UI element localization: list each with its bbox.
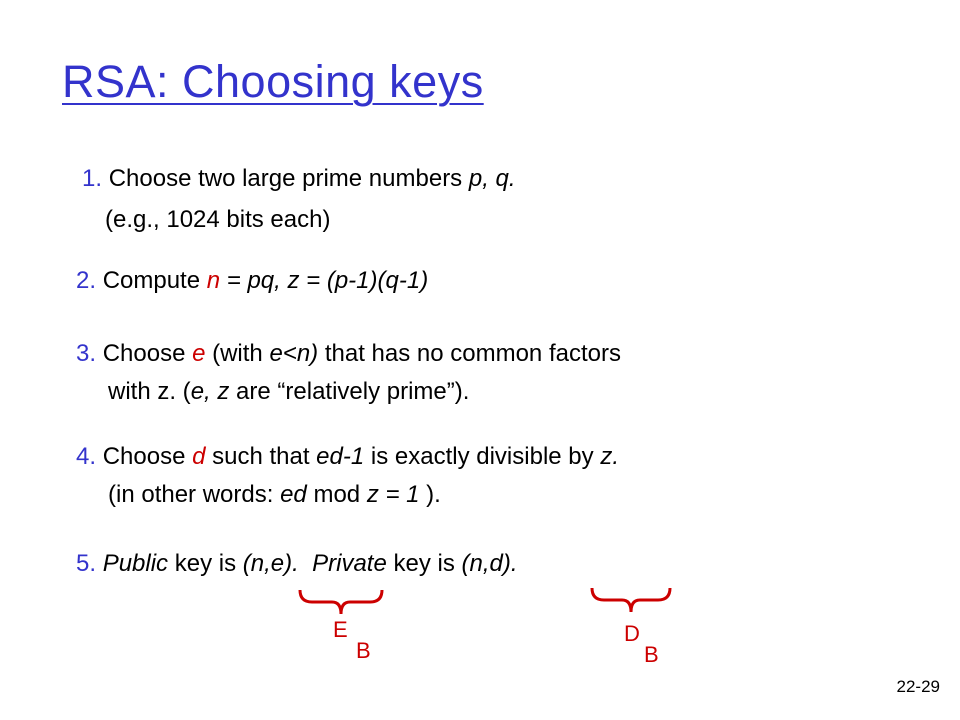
- step-3-text: Choose: [102, 340, 193, 367]
- step-1-text: Choose two large prime numbers: [108, 165, 469, 192]
- step-3-line-2a: with z. (: [108, 378, 191, 405]
- step-1-vars: p, q.: [468, 165, 516, 192]
- step-5-number: 5.: [76, 550, 97, 577]
- step-2-var-n: n: [206, 267, 221, 294]
- step-4-line-1: [76, 443, 619, 471]
- private-key-label: D: [624, 621, 640, 646]
- step-4-expression: ed-1: [316, 443, 365, 470]
- step-3-text-2: (with: [205, 340, 270, 367]
- step-4-line-2b: ed: [280, 481, 307, 508]
- step-1-line-2: (e.g., 1024 bits each): [105, 206, 331, 233]
- step-3-line-2c: are “relatively prime”).: [229, 378, 470, 405]
- private-key-label-subscript: B: [644, 642, 659, 667]
- step-5-public: Public: [102, 550, 169, 577]
- public-key-label-subscript: B: [356, 638, 371, 663]
- step-3-line-2: [108, 378, 469, 406]
- step-3-text-3: that has no common factors: [318, 340, 621, 367]
- step-2-line: [76, 267, 428, 295]
- step-4-text: Choose: [102, 443, 193, 470]
- step-4-line-2e: ).: [419, 481, 441, 508]
- step-2-text: Compute: [102, 267, 207, 294]
- step-3-line-2b: e, z: [190, 378, 230, 405]
- private-key-brace: [590, 586, 674, 616]
- public-key-label: E: [333, 617, 348, 642]
- step-4-line-2: [108, 481, 441, 509]
- step-5-private-key: (n,d).: [461, 550, 518, 577]
- step-4-var-z: z.: [600, 443, 619, 470]
- step-3-number: 3.: [76, 340, 97, 367]
- step-4-line-2c: mod: [306, 481, 367, 508]
- slide-number: 22-29: [896, 677, 940, 696]
- step-1-number: 1.: [82, 165, 103, 192]
- step-3-line-1: [76, 340, 621, 368]
- step-3-condition: e<n): [269, 340, 319, 367]
- step-3-var-e: e: [192, 340, 206, 367]
- step-4-text-2: such that: [205, 443, 317, 470]
- step-4-line-2a: (in other words:: [108, 481, 281, 508]
- step-2-equation: = pq, z = (p-1)(q-1): [220, 267, 429, 294]
- step-5-text-2: key is: [386, 550, 462, 577]
- step-5-text: key is: [168, 550, 243, 577]
- slide-title: RSA: Choosing keys: [62, 56, 484, 107]
- step-4-var-d: d: [192, 443, 206, 470]
- step-4-text-3: is exactly divisible by: [364, 443, 601, 470]
- step-4-number: 4.: [76, 443, 97, 470]
- step-2-number: 2.: [76, 267, 97, 294]
- step-5-private: Private: [312, 550, 387, 577]
- step-5-line: [76, 550, 518, 578]
- public-key-brace: [298, 588, 384, 618]
- step-1-line-1: [82, 165, 516, 193]
- step-5-public-key: (n,e).: [242, 550, 299, 577]
- step-4-line-2d: z = 1: [366, 481, 420, 508]
